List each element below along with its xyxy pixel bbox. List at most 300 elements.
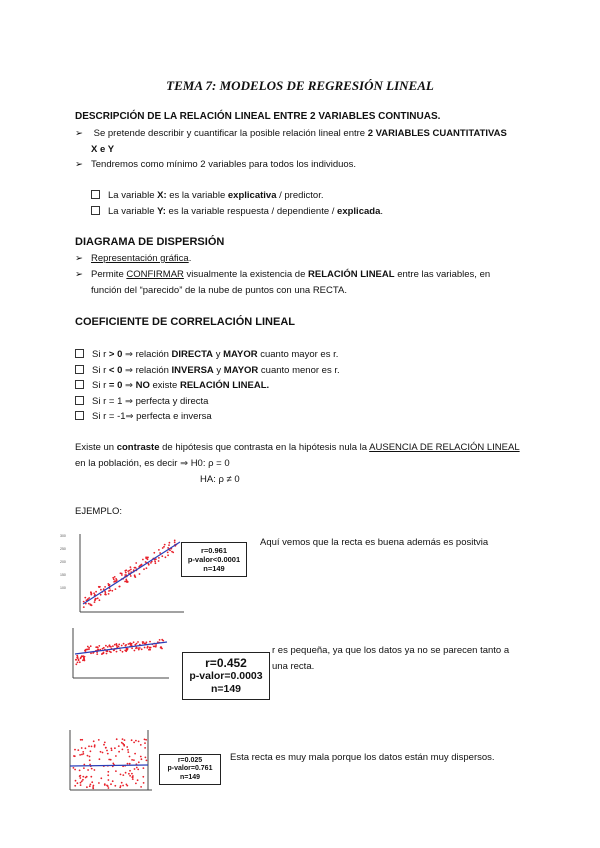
text: Si r = -1⇒ perfecta e inversa (92, 411, 212, 422)
data-point (149, 641, 151, 643)
scatter-2 (73, 628, 169, 678)
example-label: EJEMPLO: (75, 506, 122, 517)
example-2-caption-2: una recta. (272, 661, 315, 672)
data-point (145, 757, 147, 759)
data-point (114, 785, 116, 787)
data-point (105, 747, 107, 749)
data-point (73, 755, 75, 757)
data-point (130, 575, 132, 577)
data-point (153, 552, 155, 554)
text-bold: RELACIÓN LINEAL (308, 269, 395, 280)
data-point (168, 544, 170, 546)
tick-label: 100 (60, 586, 66, 590)
data-point (96, 646, 98, 648)
text-underlined: Representación gráfica (91, 253, 189, 264)
p-value: p-valor<0.0001 (187, 555, 241, 564)
data-point (79, 754, 81, 756)
data-point (118, 745, 120, 747)
data-point (155, 646, 157, 648)
checkbox-bullet-icon (75, 380, 84, 389)
data-point (123, 643, 125, 645)
data-point (134, 576, 136, 578)
data-point (123, 744, 125, 746)
list-item (75, 349, 340, 365)
text-bold: Y: (157, 206, 166, 217)
data-point (90, 652, 92, 654)
scatter-1 (80, 534, 184, 612)
data-point (90, 776, 92, 778)
data-point (134, 650, 136, 652)
data-point (82, 751, 84, 753)
data-point (169, 542, 171, 544)
data-point (131, 773, 133, 775)
text-bold: NO (135, 380, 150, 391)
data-point (95, 591, 97, 593)
data-point (149, 649, 151, 651)
list-item (75, 365, 340, 381)
data-point (136, 647, 138, 649)
text: ⇒ relación (122, 349, 172, 360)
data-point (143, 782, 145, 784)
data-point (127, 749, 129, 751)
arrow-bullet-icon: ➢ (75, 269, 83, 280)
data-point (108, 759, 110, 761)
data-point (104, 742, 106, 744)
data-point (114, 644, 116, 646)
data-point (144, 739, 146, 741)
data-point (79, 775, 81, 777)
data-point (162, 547, 164, 549)
data-point (146, 647, 148, 649)
data-point (130, 566, 132, 568)
data-point (118, 644, 120, 646)
text: cuanto mayor es r. (257, 349, 339, 360)
data-point (83, 767, 85, 769)
data-point (84, 656, 86, 658)
data-point (144, 742, 146, 744)
stats-box-2 (182, 652, 270, 700)
data-point (103, 647, 105, 649)
text-underlined: AUSENCIA DE RELACIÓN LINEAL (369, 442, 520, 453)
data-point (159, 639, 161, 641)
data-point (133, 742, 135, 744)
text: Si r = 1 ⇒ perfecta y directa (92, 395, 209, 407)
p-value: p-valor=0.0003 (189, 670, 263, 683)
data-point (105, 645, 107, 647)
data-point (122, 785, 124, 787)
text-bold: contraste (116, 442, 160, 453)
data-point (83, 601, 85, 603)
data-point (126, 784, 128, 786)
data-point (115, 770, 117, 772)
data-point (88, 745, 90, 747)
data-point (75, 780, 77, 782)
data-point (112, 780, 114, 782)
data-point (114, 580, 116, 582)
regression-line (70, 765, 148, 766)
data-point (131, 759, 133, 761)
data-point (132, 775, 134, 777)
data-point (94, 769, 96, 771)
text-bold: explicativa (227, 190, 277, 201)
data-point (79, 777, 81, 779)
data-point (120, 785, 122, 787)
data-point (95, 598, 97, 600)
data-point (111, 590, 113, 592)
data-point (98, 739, 100, 741)
data-point (91, 768, 93, 770)
checkbox-bullet-icon (91, 206, 100, 215)
text: Si r (92, 380, 109, 391)
data-point (114, 576, 116, 578)
data-point (122, 749, 124, 751)
data-point (131, 643, 133, 645)
data-point (108, 590, 110, 592)
data-point (145, 561, 147, 563)
data-point (129, 570, 131, 572)
data-point (165, 556, 167, 558)
data-point (134, 567, 136, 569)
data-point (104, 594, 106, 596)
text: ⇒ relación (122, 364, 172, 376)
example-2-caption: r es pequeña, ya que los datos ya no se parecen tanto a (272, 645, 510, 656)
data-point (140, 786, 142, 788)
p-value: p-valor=0.761 (167, 765, 213, 773)
data-point (73, 767, 75, 769)
n-value: n=149 (210, 682, 242, 695)
data-point (113, 650, 115, 652)
data-point (158, 557, 160, 559)
data-point (161, 555, 163, 557)
data-point (98, 586, 100, 588)
text-bold: 2 VARIABLES CUANTITATIVAS (367, 128, 507, 139)
text: es la variable respuesta / dependiente / (165, 206, 338, 217)
correlation-list (75, 349, 340, 427)
data-point (125, 580, 127, 582)
data-point (126, 649, 128, 651)
data-point (100, 589, 102, 591)
data-point (125, 572, 127, 574)
data-point (149, 647, 151, 649)
data-point (103, 652, 105, 654)
text-bold: MAYOR (223, 349, 258, 360)
data-point (161, 639, 163, 641)
text: Existe un (75, 442, 117, 453)
data-point (91, 781, 93, 783)
tick-labels (60, 530, 66, 595)
data-point (115, 755, 117, 757)
data-point (155, 644, 157, 646)
text: de hipótesis que contrasta en la hipótesis nula la (159, 442, 370, 453)
data-point (142, 776, 144, 778)
data-point (77, 662, 79, 664)
data-point (87, 769, 89, 771)
text: Se pretende describir y cuantificar la posible relación lineal entre (93, 128, 368, 139)
data-point (82, 779, 84, 781)
data-point (79, 661, 81, 663)
checkbox-bullet-icon (75, 396, 84, 405)
section2-heading: DIAGRAMA DE DISPERSIÓN (75, 236, 225, 248)
hypothesis-line-3: HA: ρ ≠ 0 (200, 474, 240, 485)
text: La variable (108, 206, 158, 217)
data-point (140, 744, 142, 746)
data-point (120, 572, 122, 574)
data-point (90, 784, 92, 786)
data-point (98, 782, 100, 784)
text: entre las variables, en (394, 269, 491, 280)
data-point (174, 540, 176, 542)
data-point (83, 753, 85, 755)
data-point (155, 562, 157, 564)
data-point (129, 775, 131, 777)
text: Tendremos como mínimo 2 variables para todos los individuos. (91, 159, 357, 170)
text: Permite (91, 269, 127, 280)
text: existe (149, 380, 180, 391)
data-point (129, 770, 131, 772)
data-point (115, 588, 117, 590)
data-point (107, 646, 109, 648)
data-point (133, 641, 135, 643)
data-point (171, 551, 173, 553)
data-point (90, 750, 92, 752)
data-point (99, 599, 101, 601)
data-point (129, 756, 131, 758)
data-point (110, 651, 112, 653)
data-point (81, 747, 83, 749)
hypothesis-line-2: en la población, es decir ⇒ H0: ρ = 0 (75, 458, 230, 469)
text-bold: MAYOR (223, 364, 259, 376)
data-point (93, 785, 95, 787)
text: y (213, 364, 224, 376)
text: . (188, 253, 192, 264)
text-bold: = 0 (108, 380, 123, 391)
hypothesis-line-1 (75, 442, 520, 453)
checkbox-bullet-icon (75, 411, 84, 420)
data-point (153, 646, 155, 648)
data-point (88, 647, 90, 649)
data-point (139, 573, 141, 575)
data-point (125, 645, 127, 647)
text: visualmente la existencia de (183, 269, 308, 280)
data-point (120, 649, 122, 651)
data-point (124, 570, 126, 572)
data-point (164, 544, 166, 546)
data-point (92, 652, 94, 654)
data-point (147, 557, 149, 559)
data-point (138, 649, 140, 651)
data-point (99, 758, 101, 760)
data-point (106, 750, 108, 752)
data-point (106, 785, 108, 787)
data-point (109, 584, 111, 586)
data-point (90, 645, 92, 647)
data-point (118, 751, 120, 753)
example-3-caption: Esta recta es muy mala porque los datos están muy dispersos. (230, 752, 495, 763)
data-point (122, 774, 124, 776)
data-point (144, 747, 146, 749)
data-point (76, 655, 78, 657)
data-point (81, 780, 83, 782)
tick-label: 250 (60, 547, 66, 551)
data-point (100, 777, 102, 779)
n-value: n=149 (203, 564, 225, 573)
data-point (131, 739, 133, 741)
text: Si r (92, 349, 109, 360)
data-point (75, 659, 77, 661)
text-bold: explicada (337, 206, 381, 217)
data-point (80, 739, 82, 741)
data-point (107, 771, 109, 773)
data-point (84, 650, 86, 652)
data-point (154, 561, 156, 563)
data-point (80, 782, 82, 784)
data-point (77, 782, 79, 784)
data-point (86, 786, 88, 788)
data-point (107, 753, 109, 755)
data-point (82, 776, 84, 778)
section1-bullet-2 (75, 159, 356, 170)
data-point (111, 749, 113, 751)
text: cuanto menor es r. (258, 364, 340, 376)
data-point (122, 738, 124, 740)
data-point (125, 579, 127, 581)
data-point (94, 744, 96, 746)
data-point (107, 774, 109, 776)
data-point (158, 560, 160, 562)
data-point (139, 647, 141, 649)
data-point (134, 753, 136, 755)
data-point (124, 574, 126, 576)
data-point (75, 663, 77, 665)
checkbox-bullet-icon (91, 190, 100, 199)
data-point (89, 756, 91, 758)
data-point (136, 643, 138, 645)
data-point (129, 643, 131, 645)
data-point (116, 738, 118, 740)
data-point (94, 601, 96, 603)
arrow-bullet-icon: ➢ (75, 159, 83, 170)
list-item (75, 380, 340, 396)
data-point (121, 574, 123, 576)
text-bold: RELACIÓN LINEAL. (179, 380, 270, 391)
checkbox-bullet-icon (75, 349, 84, 358)
data-point (110, 748, 112, 750)
section1-bullet-1-cont: X e Y (91, 144, 115, 155)
data-point (141, 648, 143, 650)
section1-sub-2 (91, 206, 383, 217)
data-point (144, 647, 146, 649)
data-point (126, 746, 128, 748)
data-point (138, 741, 140, 743)
data-point (140, 756, 142, 758)
data-point (167, 554, 169, 556)
data-point (98, 645, 100, 647)
data-point (79, 770, 81, 772)
data-point (158, 549, 160, 551)
data-point (137, 779, 139, 781)
data-point (142, 559, 144, 561)
r-value: r=0.452 (205, 656, 247, 670)
data-point (142, 642, 144, 644)
data-point (96, 653, 98, 655)
text-bold: DIRECTA (171, 349, 214, 360)
data-point (116, 643, 118, 645)
r-value: r=0.961 (200, 546, 228, 555)
data-point (135, 562, 137, 564)
data-point (141, 758, 143, 760)
section3-heading: COEFICIENTE DE CORRELACIÓN LINEAL (75, 316, 296, 328)
tick-label: 200 (60, 560, 66, 564)
text-bold: < 0 (108, 364, 123, 376)
data-point (106, 653, 108, 655)
data-point (136, 767, 138, 769)
data-point (134, 768, 136, 770)
data-point (135, 783, 137, 785)
data-point (85, 777, 87, 779)
data-point (89, 764, 91, 766)
scatter-3 (70, 730, 152, 790)
data-point (132, 778, 134, 780)
data-point (121, 742, 123, 744)
data-point (141, 564, 143, 566)
data-point (146, 641, 148, 643)
data-point (110, 783, 112, 785)
data-point (143, 767, 145, 769)
data-point (167, 552, 169, 554)
data-point (81, 655, 83, 657)
data-point (137, 641, 139, 643)
data-point (112, 763, 114, 765)
data-point (143, 568, 145, 570)
data-point (120, 774, 122, 776)
n-value: n=149 (179, 773, 201, 781)
section1-heading: DESCRIPCIÓN DE LA RELACIÓN LINEAL ENTRE 2 VARIABLES CONTINUAS. (75, 111, 441, 122)
data-point (128, 773, 130, 775)
data-point (108, 787, 110, 789)
data-point (124, 739, 126, 741)
text: . (380, 206, 383, 217)
data-point (108, 645, 110, 647)
regression-line (83, 542, 180, 604)
text-underlined: CONFIRMAR (126, 269, 184, 280)
tick-label: 150 (60, 573, 66, 577)
data-point (88, 603, 90, 605)
section2-bullet-2-cont: función del “parecido” de la nube de puntos con una RECTA. (91, 285, 347, 296)
section2-bullet-1 (75, 253, 191, 264)
data-point (145, 557, 147, 559)
data-point (83, 606, 85, 608)
data-point (87, 755, 89, 757)
data-point (100, 751, 102, 753)
data-point (112, 645, 114, 647)
text: ⇒ (122, 380, 136, 391)
data-point (94, 746, 96, 748)
data-point (135, 740, 137, 742)
data-point (80, 784, 82, 786)
data-point (104, 586, 106, 588)
data-point (87, 598, 89, 600)
data-point (127, 763, 129, 765)
data-point (174, 541, 176, 543)
data-point (74, 785, 76, 787)
data-point (100, 594, 102, 596)
data-point (87, 646, 89, 648)
checkbox-bullet-icon (75, 365, 84, 374)
data-point (74, 769, 76, 771)
data-point (145, 739, 147, 741)
data-point (108, 779, 110, 781)
data-point (104, 784, 106, 786)
